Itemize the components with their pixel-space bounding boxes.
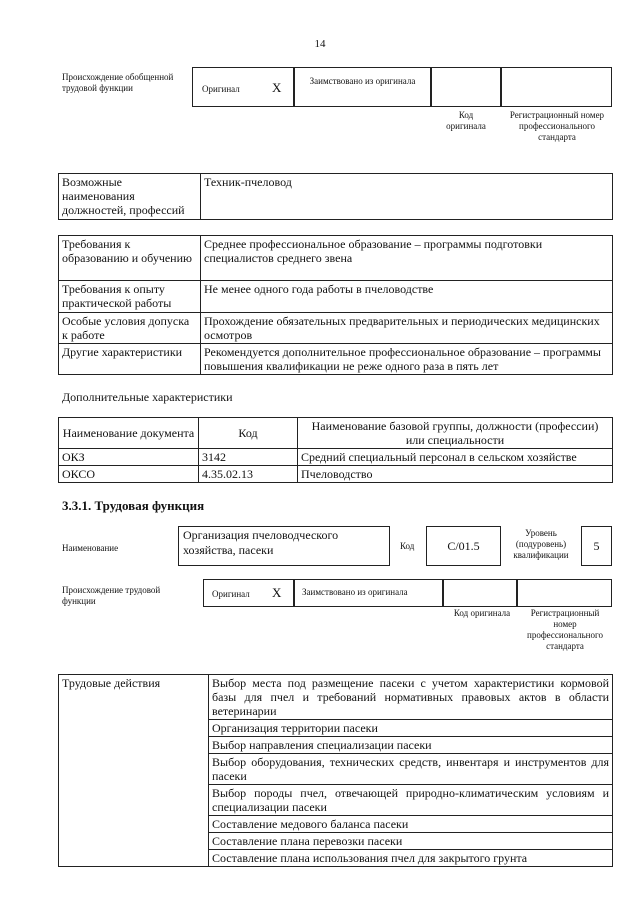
origin-function-mark: X	[272, 585, 282, 600]
positions-label: Возможные наименования должностей, профессий	[59, 174, 201, 220]
additional-cell: Пчеловодство	[298, 466, 613, 483]
additional-header-code: Код	[199, 418, 298, 449]
origin-original-label: Оригинал	[202, 84, 240, 94]
origin-code-cell	[431, 67, 501, 107]
origin-borrowed-cell	[294, 67, 431, 107]
positions-value: Техник-пчеловод	[201, 174, 613, 220]
actions-table	[58, 674, 613, 867]
req-other-value: Рекомендуется дополнительное профессиональное образование – программы повышения квалификации не реже одного раза в пять лет	[201, 344, 613, 375]
additional-header-doc: Наименование документа	[59, 418, 199, 449]
additional-cell: ОКЗ	[59, 449, 199, 466]
requirements-table	[58, 235, 613, 375]
page-number: 14	[314, 38, 326, 50]
req-experience-label: Требования к опыту практической работы	[59, 281, 201, 313]
positions-table	[58, 173, 613, 220]
function-code-value: С/01.5	[426, 526, 501, 566]
function-level-value: 5	[581, 526, 612, 566]
function-heading: 3.3.1. Трудовая функция	[62, 498, 205, 513]
req-other-label: Другие характеристики	[59, 344, 201, 375]
origin-function-code-label: Код оригинала	[453, 608, 511, 618]
action-item: Организация территории пасеки	[209, 720, 613, 737]
req-conditions-value: Прохождение обязательных предварительных и периодических медицинских осмотров	[201, 313, 613, 344]
origin-reg-cell	[501, 67, 612, 107]
actions-label: Трудовые действия	[59, 675, 209, 867]
origin-function-reg-cell	[517, 579, 612, 607]
action-item: Выбор места под размещение пасеки с учетом характеристики кормовой базы для пчел и требований нормативных правовых актов в области ветеринарии	[209, 675, 613, 720]
additional-cell: 3142	[199, 449, 298, 466]
origin-original-mark: X	[272, 80, 282, 95]
action-item: Выбор направления специализации пасеки	[209, 737, 613, 754]
function-code-label: Код	[400, 541, 415, 551]
function-level-label: Уровень (подуровень) квалификации	[513, 528, 569, 560]
additional-heading: Дополнительные характеристики	[62, 390, 233, 404]
action-item: Выбор оборудования, технических средств, инвентаря и инструментов для пасеки	[209, 754, 613, 785]
req-experience-value: Не менее одного года работы в пчеловодстве	[201, 281, 613, 313]
origin-reg-label: Регистрационный номер профессионального стандарта	[509, 110, 605, 142]
origin-function-code-cell	[443, 579, 517, 607]
additional-cell: Средний специальный персонал в сельском хозяйстве	[298, 449, 613, 466]
origin-code-label: Код оригинала	[446, 110, 486, 131]
req-education-label: Требования к образованию и обучению	[59, 236, 201, 281]
action-item: Составление плана перевозки пасеки	[209, 833, 613, 850]
origin-function-original-label: Оригинал	[212, 589, 250, 599]
additional-cell: 4.35.02.13	[199, 466, 298, 483]
origin-function-borrowed-label: Заимствовано из оригинала	[302, 587, 408, 597]
req-conditions-label: Особые условия допуска к работе	[59, 313, 201, 344]
action-item: Выбор породы пчел, отвечающей природно-климатическим условиям и специализации пасеки	[209, 785, 613, 816]
function-name-value: Организация пчеловодческого хозяйства, пасеки	[178, 526, 390, 566]
action-item: Составление плана использования пчел для закрытого грунта	[209, 850, 613, 867]
origin-function-reg-label: Регистрационный номер профессионального стандарта	[527, 608, 603, 651]
origin-borrowed-label: Заимствовано из оригинала	[309, 76, 416, 86]
additional-cell: ОКСО	[59, 466, 199, 483]
req-education-value: Среднее профессиональное образование – программы подготовки специалистов среднего звена	[201, 236, 613, 281]
function-name-label: Наименование	[62, 543, 119, 553]
origin-generalized-label: Происхождение обобщенной трудовой функции	[62, 72, 174, 93]
origin-function-label: Происхождение трудовой функции	[62, 585, 161, 606]
additional-table	[58, 417, 613, 483]
action-item: Составление медового баланса пасеки	[209, 816, 613, 833]
additional-header-name: Наименование базовой группы, должности (профессии) или специальности	[298, 418, 613, 449]
